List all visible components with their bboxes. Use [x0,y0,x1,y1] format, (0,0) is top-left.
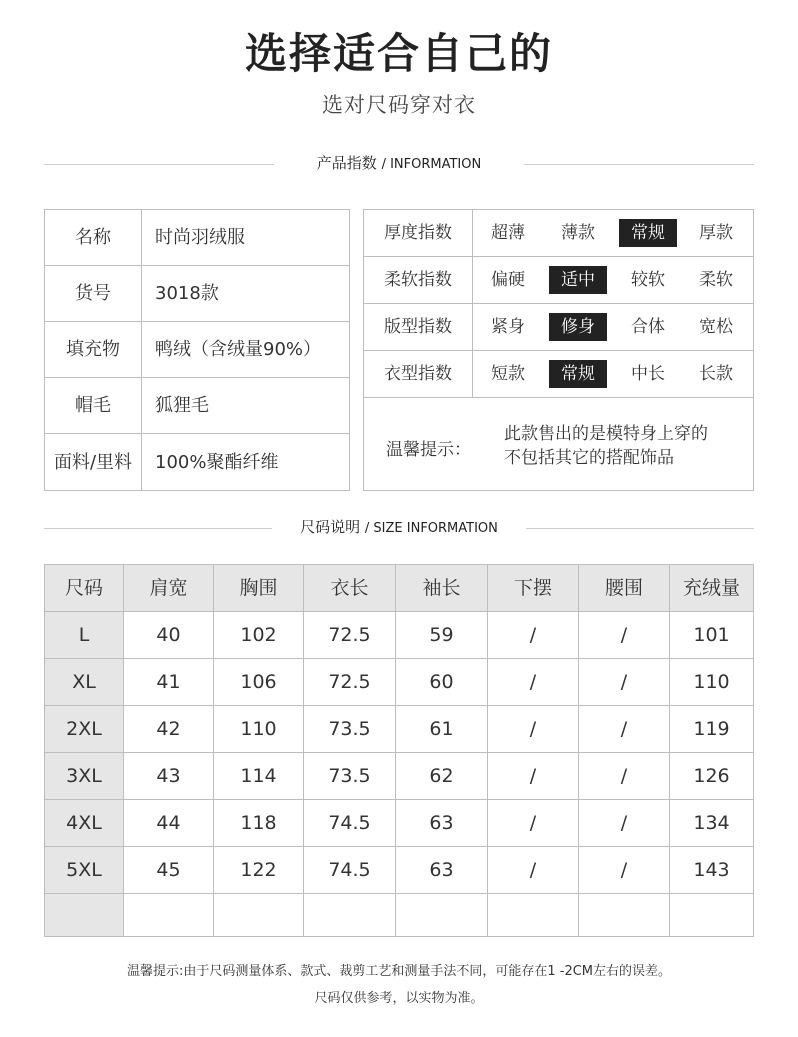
table-row-empty [45,894,753,936]
table-row [45,706,753,753]
table-cell: / [488,659,579,705]
info-value: 鸭绒（含绒量90%） [155,339,322,360]
column-header: 袖长 [396,565,488,611]
size-section-label-cn: 尺码说明 [300,518,361,536]
table-cell: 74.5 [304,800,396,846]
table-cell [670,894,753,936]
table-cell: 45 [124,847,214,893]
table-cell: 61 [396,706,488,752]
index-key: 衣型指数 [364,351,473,397]
table-cell: 72.5 [304,612,396,658]
index-row-thickness [364,210,753,257]
table-cell: 118 [214,800,304,846]
index-key: 版型指数 [364,304,473,350]
table-row [45,847,753,894]
info-value: 狐狸毛 [155,395,209,416]
info-row [45,434,349,491]
index-key: 厚度指数 [364,210,473,256]
table-cell-size: L [45,612,124,658]
info-row [45,378,349,434]
table-cell [579,894,670,936]
table-cell: 43 [124,753,214,799]
table-cell: / [579,847,670,893]
index-option: 短款 [491,364,525,384]
index-row-softness [364,257,753,304]
index-option: 柔软 [699,270,733,290]
table-row [45,800,753,847]
table-cell: 110 [214,706,304,752]
table-cell: 42 [124,706,214,752]
tip-label: 温馨提示： [386,440,471,460]
table-cell: 63 [396,800,488,846]
info-key: 货号 [45,266,142,321]
table-cell: / [488,753,579,799]
table-cell: 119 [693,718,730,740]
index-option-selected: 修身 [549,313,607,341]
table-cell: / [488,706,579,752]
tip-line-1: 此款售出的是模特身上穿的 [504,424,708,444]
table-cell: / [488,800,579,846]
table-cell-size [45,894,124,936]
info-key: 填充物 [45,322,142,377]
table-cell: 72.5 [304,659,396,705]
table-cell: 102 [214,612,304,658]
table-cell-size: 5XL [45,847,124,893]
table-cell [488,894,579,936]
index-option-selected: 常规 [549,360,607,388]
index-row-fit [364,304,753,351]
info-value: 3018款 [155,283,219,304]
info-row [45,322,349,378]
index-option-selected: 常规 [619,219,677,247]
product-index-table [363,209,754,491]
column-header: 肩宽 [124,565,214,611]
table-cell: / [579,659,670,705]
info-value: 时尚羽绒服 [155,227,245,248]
info-key: 帽毛 [45,378,142,433]
table-cell: / [579,612,670,658]
size-table [44,564,754,937]
tip-text [504,422,744,470]
info-value: 100%聚酯纤维 [155,452,279,473]
table-cell: 60 [396,659,488,705]
info-key: 名称 [45,210,142,265]
table-cell: 63 [396,847,488,893]
table-cell: / [579,706,670,752]
product-section-label-cn: 产品指数 [316,154,377,172]
table-cell: 114 [214,753,304,799]
info-key: 面料/里料 [45,434,142,491]
product-section-label-en: / INFORMATION [381,157,482,172]
table-row [45,612,753,659]
table-cell: 62 [396,753,488,799]
column-header: 腰围 [579,565,670,611]
column-header: 下摆 [488,565,579,611]
index-option: 较软 [631,270,665,290]
table-cell-size: 4XL [45,800,124,846]
index-option: 长款 [699,364,733,384]
index-row-length [364,351,753,398]
index-option: 中长 [631,364,665,384]
table-cell [396,894,488,936]
index-option: 超薄 [491,223,525,243]
table-row [45,753,753,800]
index-option: 厚款 [699,223,733,243]
table-cell: 134 [693,812,730,834]
table-cell: 73.5 [304,706,396,752]
table-cell: 59 [396,612,488,658]
index-option: 薄款 [561,223,595,243]
tip-line-2: 不包括其它的搭配饰品 [504,448,674,468]
table-row [45,659,753,706]
table-cell: / [488,847,579,893]
index-option: 合体 [631,317,665,337]
footer-disclaimer: 尺码仅供参考，以实物为准。 [314,991,484,1006]
table-cell: 110 [693,671,730,693]
table-cell: 143 [693,859,730,881]
table-cell: 101 [693,624,730,646]
column-header: 尺码 [45,565,124,611]
table-cell-size: XL [45,659,124,705]
table-cell: 126 [693,765,730,787]
table-cell: / [488,612,579,658]
table-cell [304,894,396,936]
page-subtitle: 选对尺码穿对衣 [322,93,476,117]
table-cell: 106 [214,659,304,705]
column-header: 充绒量 [682,577,740,599]
table-cell-size: 2XL [45,706,124,752]
page-title: 选择适合自己的 [244,29,553,78]
product-info-table [44,209,350,491]
index-option: 偏硬 [491,270,525,290]
footer-note: 温馨提示:由于尺码测量体系、款式、裁剪工艺和测量手法不同，可能存在1 -2CM左右的误差。 [126,964,672,979]
index-option: 宽松 [699,317,733,337]
table-cell: 73.5 [304,753,396,799]
table-cell [214,894,304,936]
size-section-label-en: / SIZE INFORMATION [364,521,498,536]
index-option-selected: 适中 [549,266,607,294]
product-section-label [0,152,798,174]
table-cell: / [579,800,670,846]
info-row [45,210,349,266]
column-header: 胸围 [214,565,304,611]
index-key: 柔软指数 [364,257,473,303]
table-cell-size: 3XL [45,753,124,799]
table-cell: 41 [124,659,214,705]
column-header: 衣长 [304,565,396,611]
table-cell: / [579,753,670,799]
table-cell: 122 [214,847,304,893]
size-section-label [0,516,798,538]
index-option: 紧身 [491,317,525,337]
table-cell: 74.5 [304,847,396,893]
table-cell: 44 [124,800,214,846]
table-cell [124,894,214,936]
size-table-header [45,565,753,612]
info-row [45,266,349,322]
table-cell: 40 [124,612,214,658]
